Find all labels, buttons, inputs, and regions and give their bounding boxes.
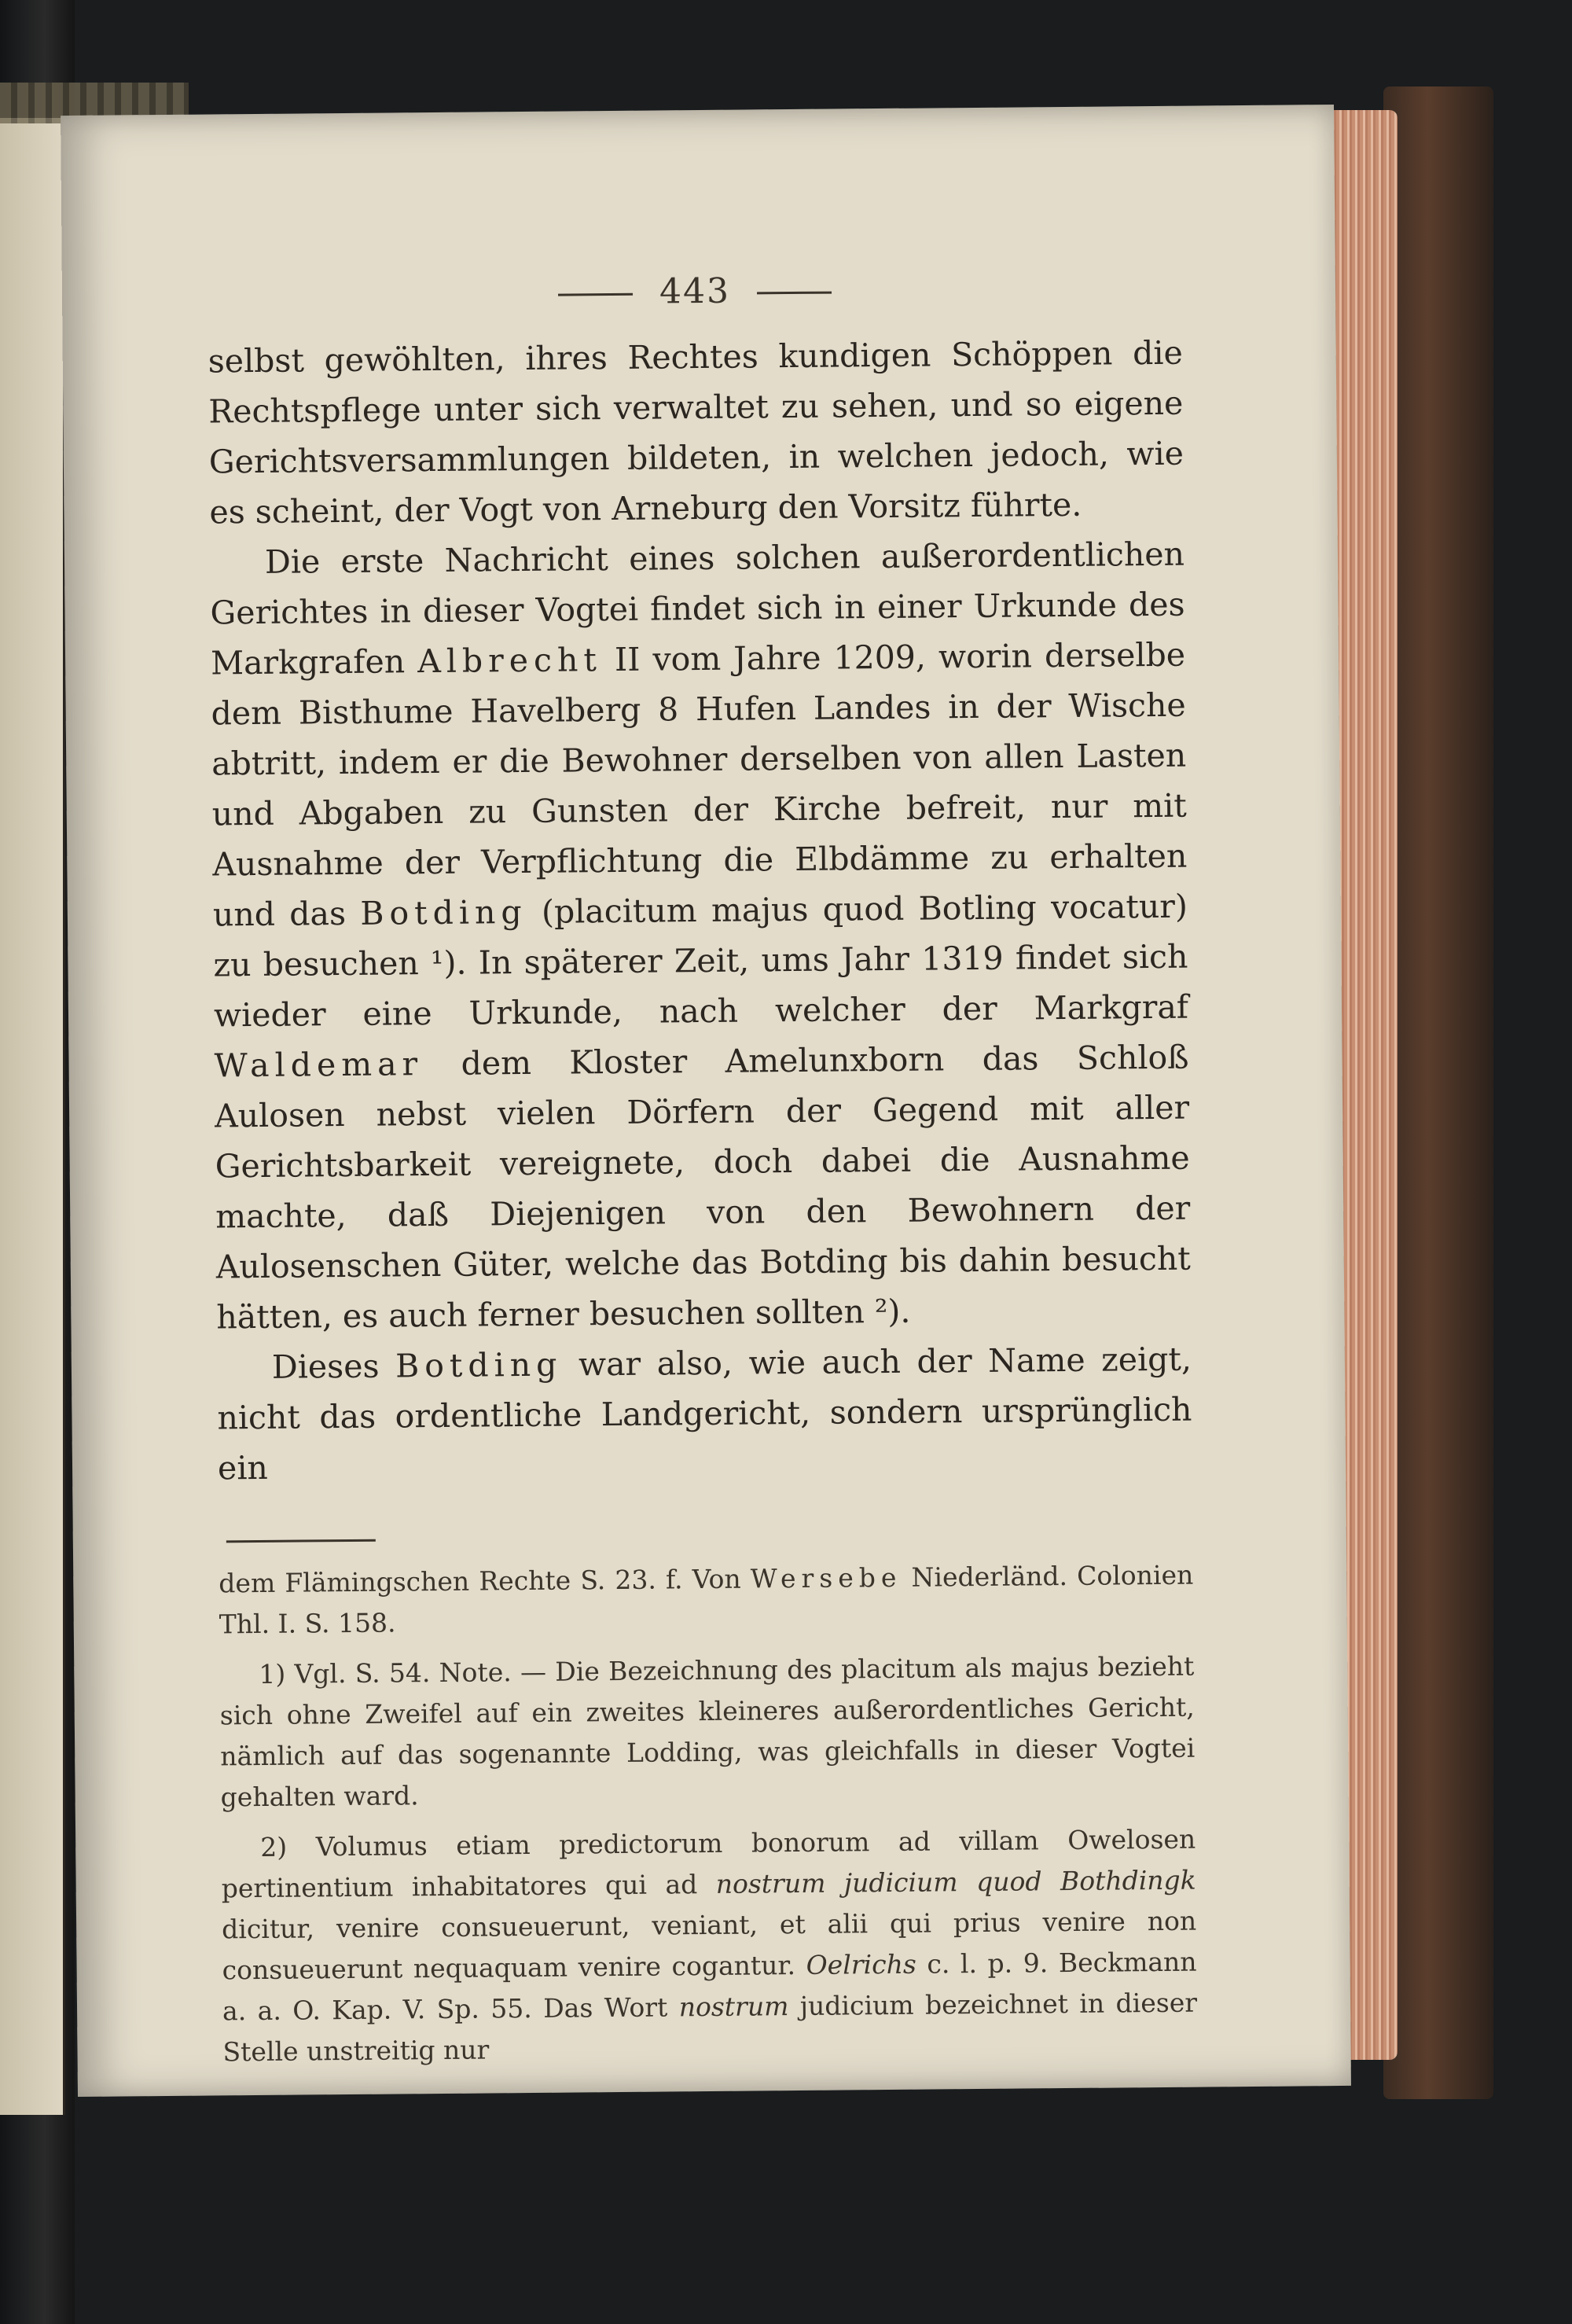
- text-run: dem Kloster Amelunxborn das Schloß Aulosen nebst vielen Dörfern der Gegend mit aller Gerichtsbarkeit vereignete, doch dabei die Ausnahme machte, daß Diejenigen von den Bewohnern der Aulosenschen Güter, welche das Botding bis dahin besucht hätten, es auch ferner besuchen sollten ²).: [214, 1038, 1191, 1337]
- paragraph-1: selbst gewöhlten, ihres Rechtes kundigen Schöppen die Rechtspflege unter sich verwaltet zu sehen, und so eigene Gerichtsversammlungen bildeten, in welchen jedoch, wie es scheint, der Vogt von Arneburg den Vorsitz führte.: [208, 333, 1185, 531]
- footnote-2: [221, 1819, 1198, 2073]
- footnotes: [219, 1555, 1198, 2073]
- italic-run: nostrum: [678, 1991, 789, 2023]
- text-run: dicitur, venire consueuerunt, veniant, et alii qui prius venire non consueuerunt nequaquam venire cogantur.: [222, 1905, 1197, 1986]
- page-number-header: [208, 267, 1182, 316]
- spaced-name: Botding: [360, 892, 527, 932]
- footnote-1: 1) Vgl. S. 54. Note. — Die Bezeichnung des placitum als majus bezieht sich ohne Zweifel auf ein zweites kleineres außerordentliches Gericht, nämlich auf das sogenannte Lodding, was gleichfalls in dieser Vogtei gehalten ward.: [219, 1650, 1196, 1813]
- footnote-continuation: [219, 1555, 1194, 1646]
- header-dash-right: [757, 292, 832, 295]
- book-page: [61, 105, 1351, 2097]
- paragraph-2: [210, 529, 1192, 1343]
- header-dash-left: [558, 293, 633, 296]
- page-content: [208, 267, 1198, 2073]
- italic-run: Oelrichs: [806, 1948, 916, 1980]
- previous-page-edge: [0, 118, 65, 2115]
- spaced-name: Waldemar: [214, 1045, 424, 1085]
- text-run: 2) Volumus etiam predictorum bonorum ad villam Owelosen pertinentium inhabitatores qui ad: [221, 1823, 1196, 1904]
- text-run: war also, wie auch der Name zeigt, nicht das ordentliche Landgericht, sondern ursprünglich ein: [217, 1340, 1192, 1487]
- spaced-name: Botding: [395, 1345, 563, 1385]
- text-run: Dieses: [271, 1347, 396, 1386]
- body-text: [208, 328, 1192, 1494]
- text-run: Niederländ. Colonien Thl. I. S. 158.: [219, 1559, 1194, 1640]
- text-run: (placitum majus quod Botling vocatur) zu besuchen ¹). In späterer Zeit, ums Jahr 1319 findet sich wieder eine Urkunde, nach welcher der Markgraf: [213, 887, 1189, 1035]
- paragraph-3: [217, 1334, 1193, 1494]
- text-run: Die erste Nachricht eines solchen außerordentlichen Gerichtes in dieser Vogtei findet sich in einer Urkunde des Markgrafen: [210, 535, 1185, 682]
- text-run: judicium bezeichnet in dieser Stelle unstreitig nur: [222, 1987, 1198, 2068]
- footnote-rule: [226, 1539, 376, 1543]
- book-cover-right: [1383, 86, 1493, 2099]
- page-number: 443: [659, 270, 731, 312]
- italic-run: nostrum judicium quod Bothdingk: [715, 1864, 1196, 1899]
- text-run: II vom Jahre 1209, worin derselbe dem Bisthume Havelberg 8 Hufen Landes in der Wische abtritt, indem er die Bewohner derselben von allen Lasten und Abgaben zu Gunsten der Kirche befreit, nur mit Ausnahme der Verpflichtung die Elbdämme zu erhalten und das: [211, 635, 1188, 934]
- text-run: c. l. p. 9. Beckmann a. a. O. Kap. V. Sp. 55. Das Wort: [222, 1946, 1197, 2027]
- spaced-name: Wersebe: [750, 1561, 902, 1594]
- text-run: dem Flämingschen Rechte S. 23. f. Von: [219, 1563, 751, 1599]
- spaced-name: Albrecht: [417, 641, 603, 681]
